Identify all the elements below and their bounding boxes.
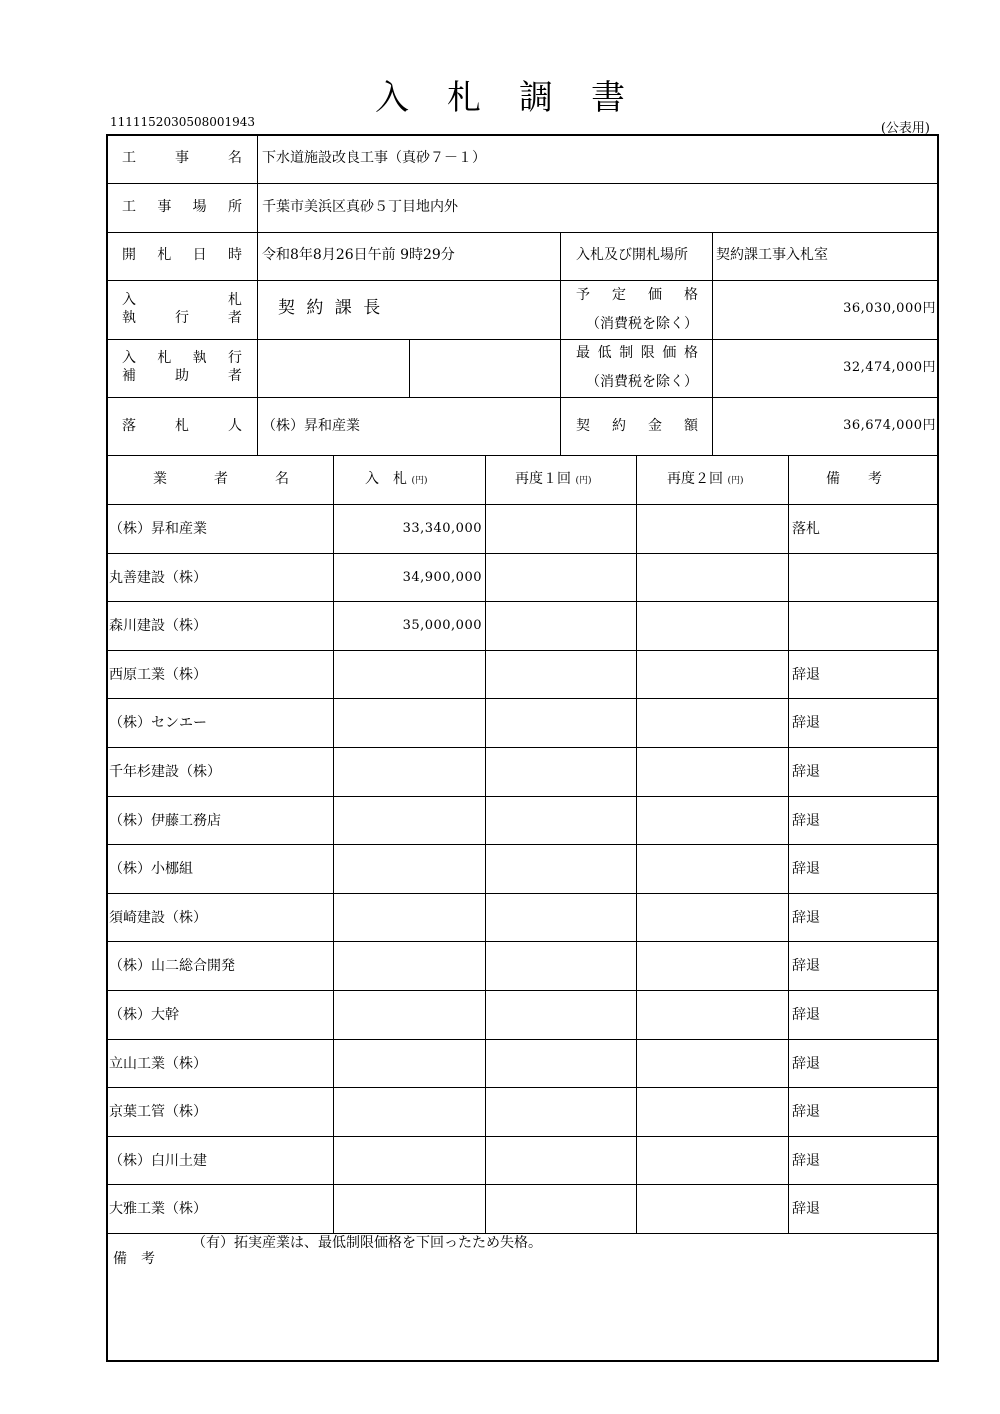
row-divider	[106, 990, 939, 991]
location-label: 工 事 場 所	[122, 199, 242, 215]
bid-row-remark: 辞退	[792, 909, 820, 926]
planned-price-label-line1: 予 定 価 格	[576, 287, 698, 303]
col-header-rebid2: 再度２回 (円)	[667, 471, 744, 487]
contract-amount: 36,674,000円	[843, 418, 936, 433]
venue: 契約課工事入札室	[716, 247, 828, 263]
row-divider	[106, 698, 939, 699]
bid-row-remark: 辞退	[792, 1055, 820, 1072]
bid-row-company: （株）大幹	[109, 1007, 179, 1023]
row-divider	[106, 601, 939, 602]
row-divider	[106, 650, 939, 651]
bid-row-remark: 辞退	[792, 1104, 820, 1121]
bid-row-company: （株）センエー	[109, 715, 207, 732]
bid-row-remark: 辞退	[792, 1152, 820, 1169]
bid-row-remark: 辞退	[792, 666, 820, 683]
contract-amount-label: 契 約 金 額	[576, 418, 698, 434]
bid-row-company: 須崎建設（株）	[109, 909, 207, 926]
row-divider	[106, 747, 939, 748]
planned-price-label-line2: （消費税を除く）	[586, 316, 698, 332]
divider	[560, 232, 561, 455]
project-location: 千葉市美浜区真砂５丁目地内外	[262, 199, 458, 215]
divider	[257, 134, 258, 455]
bid-row-company: 丸善建設（株）	[109, 569, 207, 586]
bid-row-company: 立山工業（株）	[109, 1055, 207, 1072]
bid-row-company: （株）白川土建	[109, 1152, 207, 1169]
bid-row-remark: 辞退	[792, 715, 820, 732]
bid-row-remark: 辞退	[792, 861, 820, 878]
remarks-label: 備 考	[113, 1251, 155, 1267]
divider	[106, 397, 939, 398]
min-price-label-line1: 最 低 制 限 価 格	[576, 345, 698, 361]
bid-row-remark: 辞退	[792, 764, 820, 780]
bid-row-company: （株）山二総合開発	[109, 958, 235, 975]
executor-label-line2: 執 行 者	[122, 310, 242, 326]
divider	[712, 232, 713, 455]
public-use-label: (公表用)	[880, 121, 930, 136]
bid-row-remark: 辞退	[792, 812, 820, 829]
row-divider	[106, 844, 939, 845]
divider	[106, 183, 939, 184]
opening-datetime-label: 開 札 日 時	[122, 247, 242, 263]
row-divider	[106, 941, 939, 942]
winner: （株）昇和産業	[262, 418, 360, 434]
bid-row-remark: 辞退	[792, 1201, 820, 1218]
row-divider	[106, 1087, 939, 1088]
bid-row-company: 大雅工業（株）	[109, 1201, 207, 1218]
bid-row-remark: 落札	[792, 521, 820, 537]
col-header-remarks: 備 考	[826, 471, 882, 487]
row-divider	[106, 1136, 939, 1137]
bid-row-company: 西原工業（株）	[109, 666, 207, 683]
opening-datetime: 令和8年8月26日午前 9時29分	[262, 247, 455, 263]
executor: 契 約 課 長	[278, 298, 384, 318]
executor-label-line1: 入 札	[122, 292, 242, 308]
row-divider	[106, 796, 939, 797]
assistant-label-line1: 入 札 執 行	[122, 350, 242, 366]
min-price: 32,474,000円	[843, 360, 936, 375]
bid-row-company: 森川建設（株）	[109, 618, 207, 635]
row-divider	[106, 1184, 939, 1185]
row-divider	[106, 893, 939, 894]
venue-label: 入札及び開札場所	[576, 247, 688, 263]
divider	[106, 504, 939, 505]
planned-price: 36,030,000円	[843, 301, 936, 316]
bid-row-amount: 35,000,000	[402, 618, 482, 634]
project-name-label: 工 事 名	[122, 150, 242, 166]
divider	[106, 339, 939, 340]
bid-row-company: 千年杉建設（株）	[109, 764, 221, 780]
bid-row-amount: 33,340,000	[402, 521, 482, 536]
col-header-company: 業 者 名	[153, 471, 289, 487]
project-name: 下水道施設改良工事（真砂７－１）	[262, 150, 486, 166]
divider	[106, 280, 939, 281]
page-title: 入札調書	[375, 78, 663, 118]
document-id: 1111152030508001943	[110, 115, 256, 129]
divider	[409, 339, 410, 397]
row-divider	[106, 553, 939, 554]
divider	[106, 1233, 939, 1234]
col-header-bid: 入 札 (円)	[365, 471, 428, 487]
divider	[106, 232, 939, 233]
bid-row-company: （株）小梛組	[109, 861, 193, 878]
bid-row-company: （株）伊藤工務店	[109, 812, 221, 829]
bid-row-company: 京葉工管（株）	[109, 1104, 207, 1121]
col-header-rebid1: 再度１回 (円)	[515, 471, 592, 487]
bid-row-remark: 辞退	[792, 958, 820, 975]
bid-row-company: （株）昇和産業	[109, 521, 207, 537]
bid-row-amount: 34,900,000	[402, 569, 482, 585]
bid-row-remark: 辞退	[792, 1007, 820, 1023]
divider	[106, 455, 939, 456]
assistant-label-line2: 補 助 者	[122, 368, 242, 384]
row-divider	[106, 1039, 939, 1040]
remarks-text: （有）拓実産業は、最低制限価格を下回ったため失格。	[192, 1235, 542, 1251]
min-price-label-line2: （消費税を除く）	[586, 374, 698, 390]
winner-label: 落 札 人	[122, 418, 242, 434]
